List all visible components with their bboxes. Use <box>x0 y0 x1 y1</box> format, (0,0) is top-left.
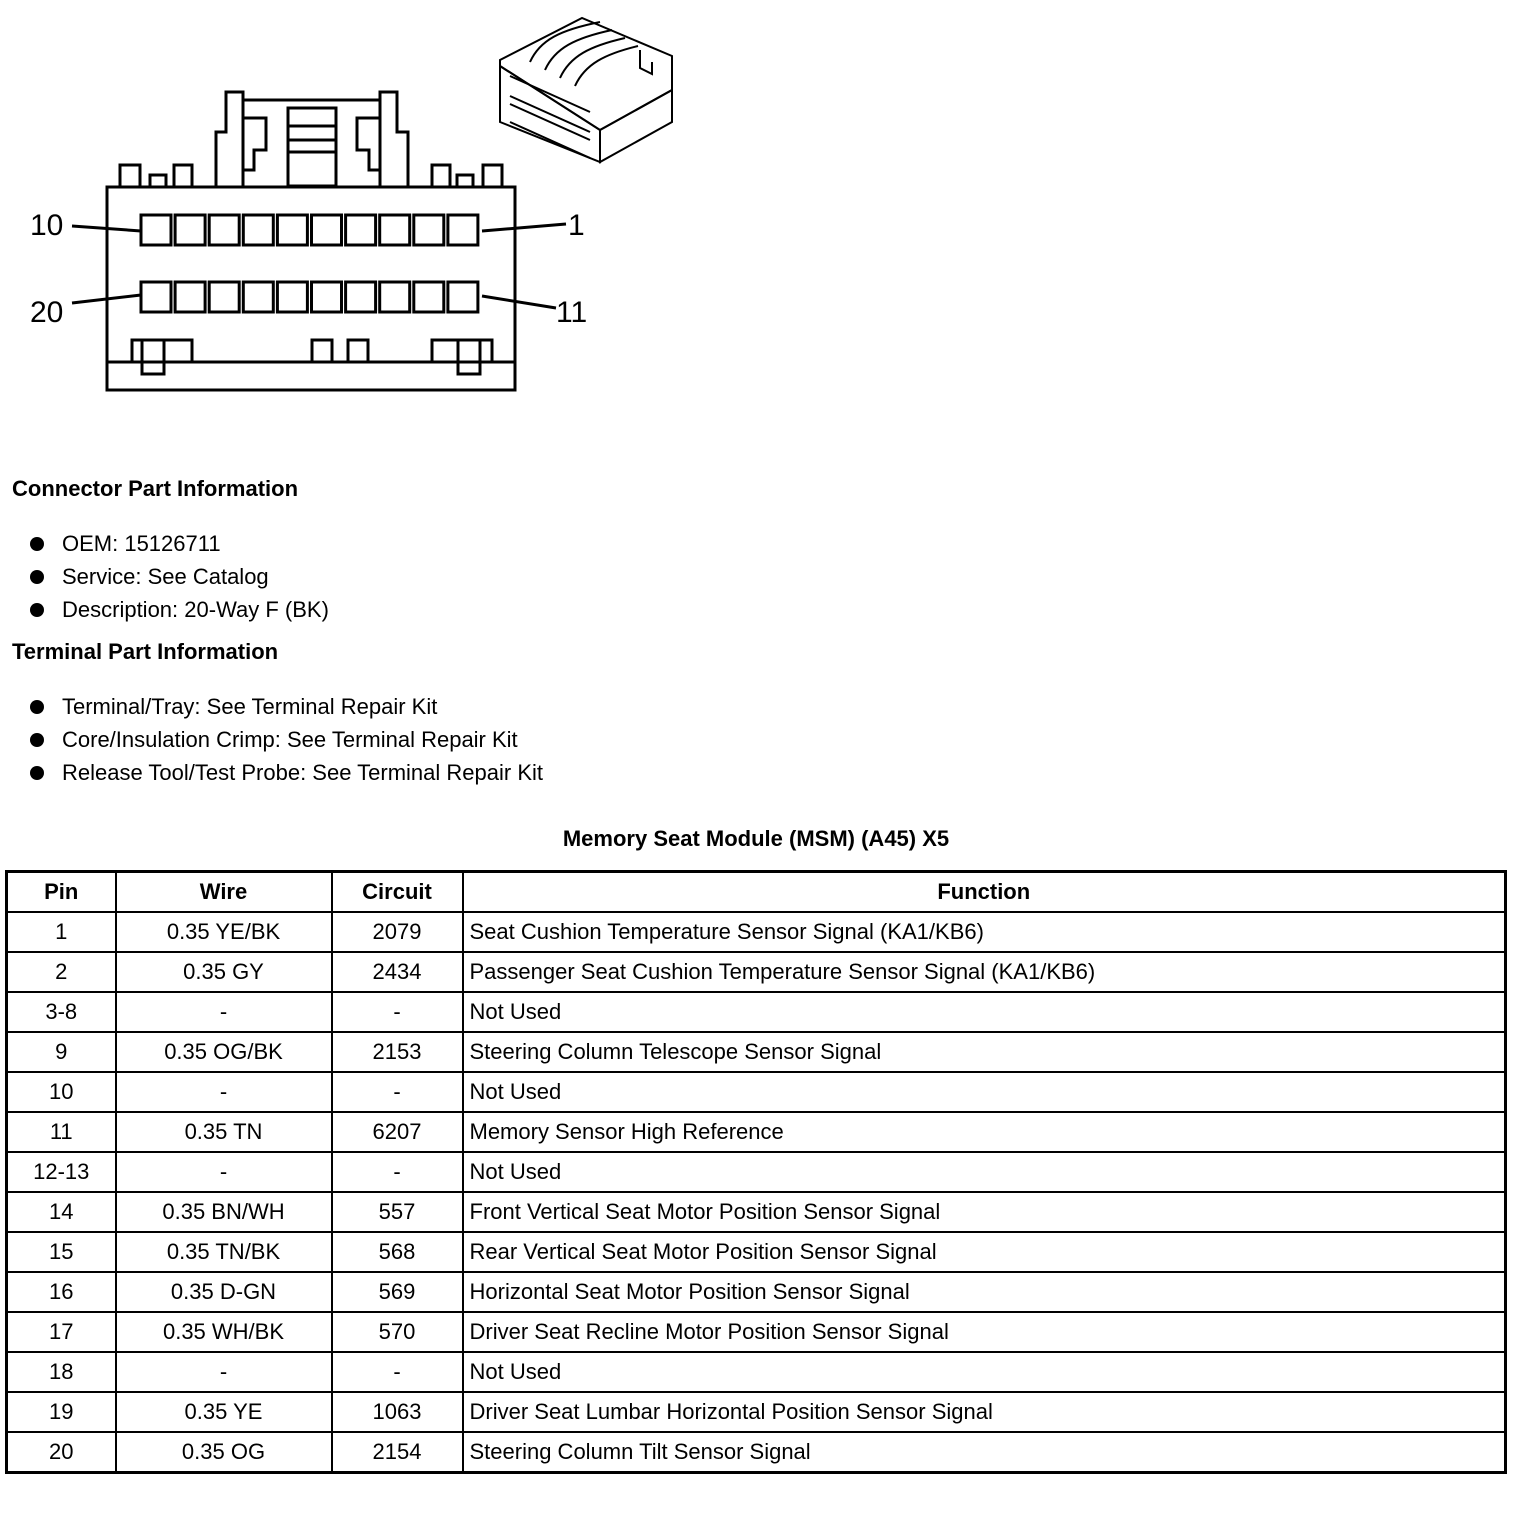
cell-pin: 17 <box>7 1312 116 1352</box>
cavity-top <box>277 215 307 245</box>
table-row <box>7 1032 1506 1072</box>
cell-function: Driver Seat Recline Motor Position Sensor Signal <box>463 1312 1506 1352</box>
cell-function: Not Used <box>463 1352 1506 1392</box>
cell-circuit: 570 <box>332 1312 463 1352</box>
connector-diagram <box>0 0 700 420</box>
cell-pin: 20 <box>7 1432 116 1473</box>
header-function: Function <box>463 872 1506 913</box>
cavity-bottom <box>277 282 307 312</box>
cavity-top <box>141 215 171 245</box>
cavity-bottom <box>380 282 410 312</box>
cell-function: Rear Vertical Seat Motor Position Sensor Signal <box>463 1232 1506 1272</box>
connector-3d-view <box>500 18 672 162</box>
table-row <box>7 1192 1506 1232</box>
cell-circuit: 2079 <box>332 912 463 952</box>
table-row <box>7 1272 1506 1312</box>
cell-pin: 3-8 <box>7 992 116 1032</box>
cell-wire: 0.35 WH/BK <box>116 1312 332 1352</box>
list-item: Service: See Catalog <box>28 560 329 593</box>
cell-circuit: 1063 <box>332 1392 463 1432</box>
cell-function: Not Used <box>463 992 1506 1032</box>
cell-wire: 0.35 OG <box>116 1432 332 1473</box>
table-row <box>7 992 1506 1032</box>
terminal-part-info-title: Terminal Part Information <box>12 639 279 664</box>
cell-circuit: - <box>332 1152 463 1192</box>
cell-wire: 0.35 BN/WH <box>116 1192 332 1232</box>
cell-function: Not Used <box>463 1152 1506 1192</box>
table-header-row <box>7 872 1506 913</box>
cavity-top <box>175 215 205 245</box>
connector-part-info-title: Connector Part Information <box>12 476 299 501</box>
cavity-bottom <box>346 282 376 312</box>
table-row <box>7 1312 1506 1352</box>
cavity-top <box>380 215 410 245</box>
header-pin: Pin <box>7 872 116 913</box>
table-row <box>7 1152 1506 1192</box>
cell-wire: 0.35 YE <box>116 1392 332 1432</box>
cell-circuit: 6207 <box>332 1112 463 1152</box>
cell-circuit: 2434 <box>332 952 463 992</box>
cell-circuit: - <box>332 992 463 1032</box>
pin-label-11: 11 <box>556 296 588 329</box>
cell-circuit: 557 <box>332 1192 463 1232</box>
cell-circuit: 568 <box>332 1232 463 1272</box>
cell-function: Memory Sensor High Reference <box>463 1112 1506 1152</box>
cavity-top <box>312 215 342 245</box>
header-circuit: Circuit <box>332 872 463 913</box>
cavity-top <box>209 215 239 245</box>
pin-label-1: 1 <box>568 209 585 242</box>
cell-function: Steering Column Tilt Sensor Signal <box>463 1432 1506 1473</box>
cell-wire: - <box>116 1072 332 1112</box>
cell-pin: 19 <box>7 1392 116 1432</box>
cell-pin: 2 <box>7 952 116 992</box>
cell-wire: 0.35 TN/BK <box>116 1232 332 1272</box>
connector-part-info-list <box>28 527 329 626</box>
cell-circuit: 2153 <box>332 1032 463 1072</box>
cell-function: Horizontal Seat Motor Position Sensor Signal <box>463 1272 1506 1312</box>
pin-label-10: 10 <box>30 209 64 242</box>
list-item: Description: 20-Way F (BK) <box>28 593 329 626</box>
cavity-bottom <box>175 282 205 312</box>
table-row <box>7 1232 1506 1272</box>
cavity-bottom <box>209 282 239 312</box>
cell-wire: - <box>116 992 332 1032</box>
cell-pin: 16 <box>7 1272 116 1312</box>
table-row <box>7 1392 1506 1432</box>
table-row <box>7 1352 1506 1392</box>
cell-circuit: 569 <box>332 1272 463 1312</box>
list-item: Core/Insulation Crimp: See Terminal Repair Kit <box>28 723 543 756</box>
cavity-bottom <box>141 282 171 312</box>
cell-wire: 0.35 GY <box>116 952 332 992</box>
cavity-bottom <box>243 282 273 312</box>
cavity-bottom <box>414 282 444 312</box>
cell-pin: 9 <box>7 1032 116 1072</box>
list-item: Release Tool/Test Probe: See Terminal Repair Kit <box>28 756 543 789</box>
cavity-bottom <box>448 282 478 312</box>
pinout-table <box>5 870 1507 1474</box>
cell-function: Steering Column Telescope Sensor Signal <box>463 1032 1506 1072</box>
table-title: Memory Seat Module (MSM) (A45) X5 <box>562 826 950 851</box>
cavity-row-bottom <box>141 282 478 312</box>
table-row <box>7 912 1506 952</box>
list-item: Terminal/Tray: See Terminal Repair Kit <box>28 690 543 723</box>
cavity-top <box>346 215 376 245</box>
cell-wire: 0.35 D-GN <box>116 1272 332 1312</box>
cell-pin: 14 <box>7 1192 116 1232</box>
pin-label-20: 20 <box>30 296 64 329</box>
cell-function: Passenger Seat Cushion Temperature Sensor Signal (KA1/KB6) <box>463 952 1506 992</box>
cell-circuit: - <box>332 1352 463 1392</box>
cell-function: Not Used <box>463 1072 1506 1112</box>
cell-pin: 10 <box>7 1072 116 1112</box>
cavity-top <box>414 215 444 245</box>
table-row <box>7 1112 1506 1152</box>
terminal-part-info-list <box>28 690 543 789</box>
cell-function: Driver Seat Lumbar Horizontal Position Sensor Signal <box>463 1392 1506 1432</box>
cell-pin: 12-13 <box>7 1152 116 1192</box>
cell-wire: - <box>116 1152 332 1192</box>
cell-circuit: 2154 <box>332 1432 463 1473</box>
cell-pin: 15 <box>7 1232 116 1272</box>
cell-function: Front Vertical Seat Motor Position Sensor Signal <box>463 1192 1506 1232</box>
cell-function: Seat Cushion Temperature Sensor Signal (KA1/KB6) <box>463 912 1506 952</box>
table-row <box>7 1432 1506 1473</box>
cavity-bottom <box>312 282 342 312</box>
cell-pin: 1 <box>7 912 116 952</box>
header-wire: Wire <box>116 872 332 913</box>
cell-pin: 11 <box>7 1112 116 1152</box>
cavity-top <box>243 215 273 245</box>
cavity-top <box>448 215 478 245</box>
cell-wire: 0.35 TN <box>116 1112 332 1152</box>
cell-circuit: - <box>332 1072 463 1112</box>
cell-wire: 0.35 YE/BK <box>116 912 332 952</box>
table-row <box>7 952 1506 992</box>
cell-wire: - <box>116 1352 332 1392</box>
table-row <box>7 1072 1506 1112</box>
cell-wire: 0.35 OG/BK <box>116 1032 332 1072</box>
cavity-row-top <box>141 215 478 245</box>
list-item: OEM: 15126711 <box>28 527 329 560</box>
table-body <box>7 912 1506 1473</box>
cell-pin: 18 <box>7 1352 116 1392</box>
